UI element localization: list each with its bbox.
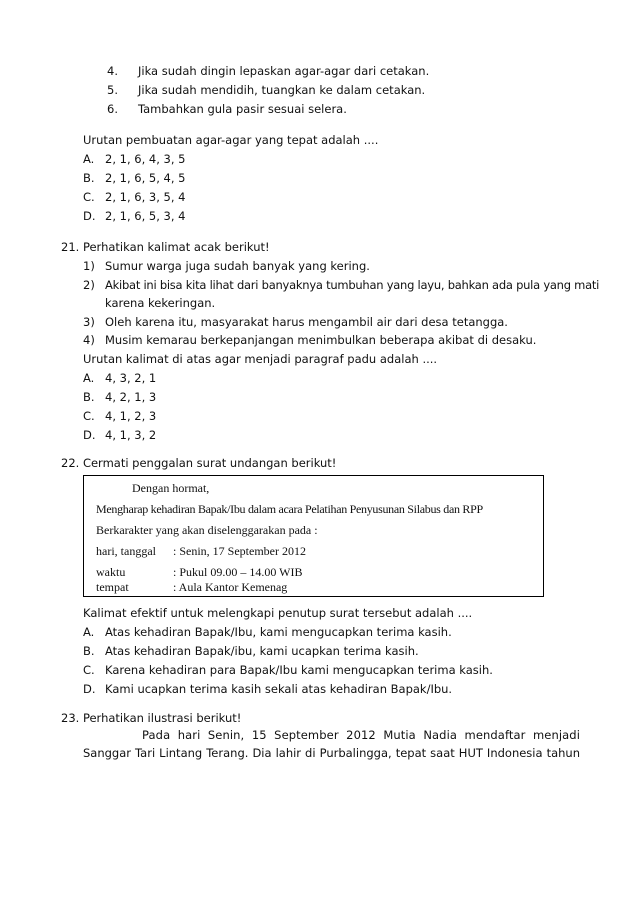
q21-title: 21. Perhatikan kalimat acak berikut! xyxy=(61,240,270,254)
sentence-text: Sumur warga juga sudah banyak yang kering. xyxy=(105,259,370,273)
letter-line: Berkarakter yang akan diselenggarakan pada : xyxy=(96,523,318,537)
option-text: 4, 1, 3, 2 xyxy=(105,428,157,442)
letter-row-label: tempat xyxy=(96,580,129,594)
step-text: Jika sudah mendidih, tuangkan ke dalam cetakan. xyxy=(138,83,426,97)
option-item[interactable] xyxy=(83,152,186,166)
option-text: 4, 1, 2, 3 xyxy=(105,409,157,423)
option-text: 4, 3, 2, 1 xyxy=(105,371,157,385)
step-number: 6. xyxy=(107,102,118,116)
option-text: 2, 1, 6, 5, 4, 5 xyxy=(105,171,186,185)
option-item[interactable] xyxy=(83,371,157,385)
letter-line: Mengharap kehadiran Bapak/Ibu dalam acara Pelatihan Penyusunan Silabus dan RPP xyxy=(96,502,483,516)
option-label: A. xyxy=(83,625,95,639)
option-label: B. xyxy=(83,171,95,185)
option-label: C. xyxy=(83,190,95,204)
option-text: Karena kehadiran para Bapak/Ibu kami mengucapkan terima kasih. xyxy=(105,663,493,677)
letter-row xyxy=(96,544,306,558)
step-item xyxy=(107,64,430,78)
letter-row-value: : Pukul 09.00 – 14.00 WIB xyxy=(173,565,303,579)
letter-row xyxy=(96,565,303,579)
q23-paragraph-line: Pada hari Senin, 15 September 2012 Mutia Nadia mendaftar menjadi xyxy=(142,728,580,742)
letter-row-label: hari, tanggal xyxy=(96,544,156,558)
option-text: Atas kehadiran Bapak/ibu, kami ucapkan terima kasih. xyxy=(105,644,419,658)
step-item xyxy=(107,83,426,97)
option-label: C. xyxy=(83,409,95,423)
sentence-text: Akibat ini bisa kita lihat dari banyaknya tumbuhan yang layu, bahkan ada pula yang mati xyxy=(105,278,600,292)
sentence-item xyxy=(83,333,537,347)
letter-row-value: : Senin, 17 September 2012 xyxy=(173,544,306,558)
option-text: Atas kehadiran Bapak/Ibu, kami mengucapkan terima kasih. xyxy=(105,625,452,639)
option-label: C. xyxy=(83,663,95,677)
sentence-text: Oleh karena itu, masyarakat harus mengambil air dari desa tetangga. xyxy=(105,315,508,329)
option-item[interactable] xyxy=(83,428,157,442)
q20-question: Urutan pembuatan agar-agar yang tepat adalah .... xyxy=(83,133,379,147)
option-item[interactable] xyxy=(83,663,493,677)
sentence-number: 4) xyxy=(83,333,95,347)
option-item[interactable] xyxy=(83,682,453,696)
step-text: Tambahkan gula pasir sesuai selera. xyxy=(138,102,347,116)
sentence-item xyxy=(83,259,370,273)
sentence-number: 3) xyxy=(83,315,95,329)
option-item[interactable] xyxy=(83,190,186,204)
letter-box xyxy=(83,475,544,597)
option-label: B. xyxy=(83,390,95,404)
option-item[interactable] xyxy=(83,409,157,423)
option-item[interactable] xyxy=(83,644,419,658)
step-number: 4. xyxy=(107,64,118,78)
option-text: Kami ucapkan terima kasih sekali atas kehadiran Bapak/Ibu. xyxy=(105,682,453,696)
sentence-number: 1) xyxy=(83,259,95,273)
option-text: 2, 1, 6, 4, 3, 5 xyxy=(105,152,186,166)
option-item[interactable] xyxy=(83,171,186,185)
option-item[interactable] xyxy=(83,209,186,223)
option-label: D. xyxy=(83,428,96,442)
q23-paragraph-line: Sanggar Tari Lintang Terang. Dia lahir di Purbalingga, tepat saat HUT Indonesia tahun xyxy=(83,746,580,760)
option-text: 4, 2, 1, 3 xyxy=(105,390,157,404)
step-number: 5. xyxy=(107,83,118,97)
q23-title: 23. Perhatikan ilustrasi berikut! xyxy=(61,711,242,725)
option-label: A. xyxy=(83,152,95,166)
sentence-number: 2) xyxy=(83,278,95,292)
letter-row xyxy=(96,580,288,594)
option-label: B. xyxy=(83,644,95,658)
option-item[interactable] xyxy=(83,390,157,404)
option-item[interactable] xyxy=(83,625,452,639)
letter-greeting: Dengan hormat, xyxy=(132,481,210,495)
q22-question: Kalimat efektif untuk melengkapi penutup surat tersebut adalah .... xyxy=(83,606,473,620)
option-label: D. xyxy=(83,209,96,223)
letter-row-label: waktu xyxy=(96,565,126,579)
letter-row-value: : Aula Kantor Kemenag xyxy=(173,580,288,594)
sentence-item xyxy=(83,278,600,292)
step-item xyxy=(107,102,347,116)
sentence-text: Musim kemarau berkepanjangan menimbulkan beberapa akibat di desaku. xyxy=(105,333,537,347)
option-label: A. xyxy=(83,371,95,385)
option-label: D. xyxy=(83,682,96,696)
sentence-text-continued: karena kekeringan. xyxy=(105,296,216,310)
option-text: 2, 1, 6, 5, 3, 4 xyxy=(105,209,186,223)
step-text: Jika sudah dingin lepaskan agar-agar dari cetakan. xyxy=(138,64,430,78)
q22-title: 22. Cermati penggalan surat undangan berikut! xyxy=(61,456,337,470)
option-text: 2, 1, 6, 3, 5, 4 xyxy=(105,190,186,204)
sentence-item xyxy=(83,315,508,329)
q21-question: Urutan kalimat di atas agar menjadi paragraf padu adalah .... xyxy=(83,352,438,366)
